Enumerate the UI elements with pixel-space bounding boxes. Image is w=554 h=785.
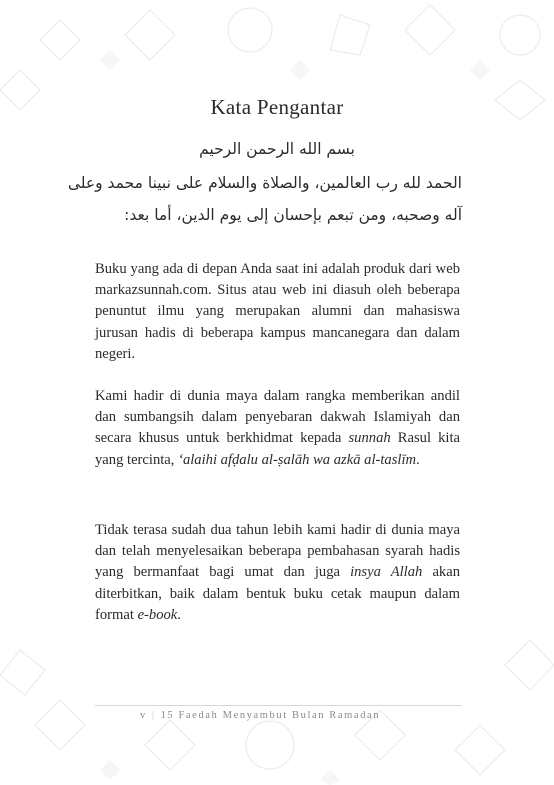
paragraph-2-italic-sunnah: sunnah [348,430,391,447]
paragraph-3-text-a: Tidak terasa sudah dua tahun lebih kami hadir di dunia maya dan telah menyelesaikan beberapa pembahasan syarah hadis yang bermanfaat bagi umat dan juga [95,522,460,581]
page-footer [140,710,380,721]
page-title: Kata Pengantar [210,95,344,119]
paragraph-2-text-a: Kami hadir di dunia maya dalam rangka memberikan andil dan sumbangsih dalam penyebaran dakwah Islamiyah dan secara khusus untuk berkhidmat kepada [95,388,460,447]
arabic-line-1: الحمد لله رب العالمين، والصلاة والسلام على نبينا محمد وعلى [67,174,462,192]
paragraph-2-text-b: Rasul kita yang tercinta, [95,430,460,468]
paragraph-2 [95,386,460,471]
page-number: v [140,710,147,721]
paragraph-3-text-c: . [177,606,181,623]
paragraph-2-text-c: . [416,451,420,468]
footer-book-title: 15 Faedah Menyambut Bulan Ramadan [160,710,381,721]
paragraph-3-text-b: akan diterbitkan, baik dalam bentuk buku cetak maupun dalam format [95,564,460,623]
paragraph-3-italic-insya-allah: insya Allah [350,564,423,581]
footer-divider [95,705,462,706]
paragraph-1: Buku yang ada di depan Anda saat ini adalah produk dari web markazsunnah.com. Situs atau web ini diasuh oleh beberapa penuntut ilmu yang merupakan alumni dan mahasiswa jurusan hadis di beberapa kampus mancanegara dan dalam negeri. [95,261,460,362]
basmalah: بسم الله الرحمن الرحيم [199,140,355,158]
paragraph-2-italic-salawat: ‘alaihi afḍalu al-ṣalāh wa azkā al-taslīm [178,451,417,468]
footer-separator: | [151,710,156,721]
arabic-line-2: آله وصحبه، ومن تبعم بإحسان إلى يوم الدين، أما بعد: [124,206,462,224]
paragraph-3-italic-ebook: e-book [137,606,178,623]
paragraph-3 [95,520,460,626]
